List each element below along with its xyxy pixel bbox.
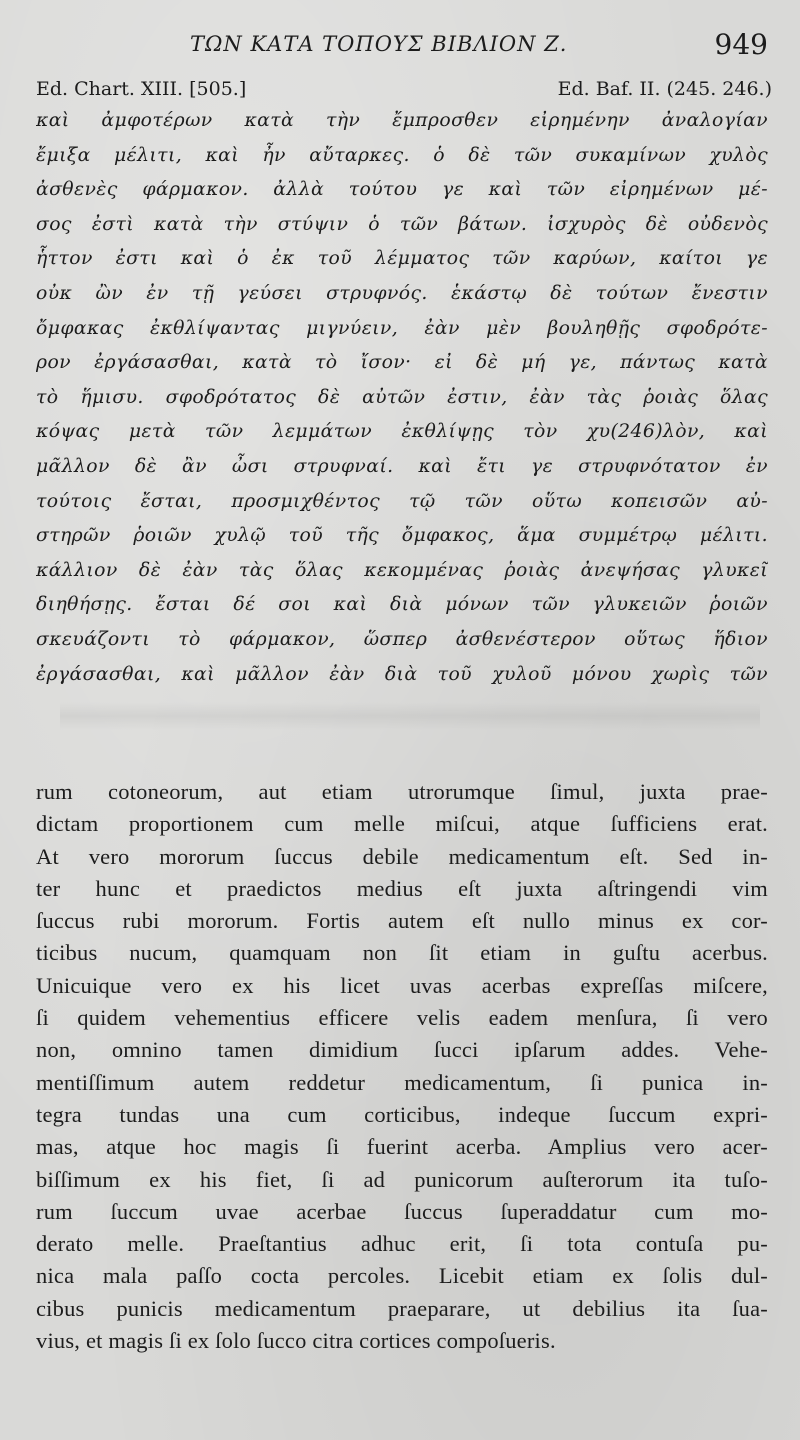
latin-line: rum cotoneorum, aut etiam utrorumque ſimul, juxta prae- [36,779,768,804]
greek-line: σκευάζοντι τὸ φάρμακον, ὥσπερ ἀσθενέστερον οὕτως ἥδιον [36,628,768,650]
greek-text-block [36,104,768,692]
greek-line: ὄμφακας ἐκθλίψαντας μιγνύειν, ἐὰν μὲν βουληθῇς σφοδρότε- [36,317,768,339]
greek-line: ἔμιξα μέλιτι, καὶ ἦν αὔταρκες. ὁ δὲ τῶν συκαμίνων χυλὸς [36,144,768,166]
greek-line: τούτοις ἔσται, προσμιχθέντος τῷ τῶν οὕτω κοπεισῶν αὐ- [36,490,768,512]
greek-line: ἐργάσασθαι, καὶ μᾶλλον ἐὰν διὰ τοῦ χυλοῦ μόνου χωρὶς τῶν [36,663,768,685]
latin-line: ter hunc et praedictos medius eſt juxta aſtringendi vim [36,875,768,901]
latin-line: biſſimum ex his fiet, ſi ad punicorum auſterorum ita tuſo- [36,1166,768,1192]
greek-line: διηθήσῃς. ἔσται δέ σοι καὶ διὰ μόνων τῶν γλυκειῶν ῥοιῶν [36,594,768,616]
running-head [0,28,800,64]
latin-line: ſi quidem vehementius efficere velis eadem menſura, ſi vero [36,1005,768,1031]
latin-line: nica mala paſſo cocta percoles. Licebit etiam ex ſolis dul- [36,1263,768,1289]
edition-basel-reference: Ed. Baf. II. (245. 246.) [557,78,772,100]
latin-line: tegra tundas una cum corticibus, indeque ſuccum expri- [36,1101,768,1127]
latin-text-block [36,776,768,1357]
latin-line: dictam proportionem cum melle miſcui, atque ſufficiens erat. [36,811,768,837]
edition-chartier-reference: Ed. Chart. XIII. [505.] [36,78,247,100]
latin-line: cibus punicis medicamentum praeparare, ut debilius ita ſua- [36,1295,768,1321]
greek-line: καὶ ἀμφοτέρων κατὰ τὴν ἔμπροσθεν εἰρημένην ἀναλογίαν [36,110,768,131]
latin-line: Unicuique vero ex his licet uvas acerbas expreſſas miſcere, [36,972,768,998]
greek-line: ἀσθενὲς φάρμακον. ἀλλὰ τούτου γε καὶ τῶν εἰρημένων μέ- [36,179,768,201]
greek-line: στηρῶν ῥοιῶν χυλῷ τοῦ τῆς ὄμφακος, ἅμα συμμέτρῳ μέλιτι. [36,525,768,547]
greek-line: ρον ἐργάσασθαι, κατὰ τὸ ἴσον· εἰ δὲ μή γε, πάντως κατὰ [36,352,768,374]
latin-line: At vero mororum ſuccus debile medicamentum eſt. Sed in- [36,843,768,869]
latin-line: mas, atque hoc magis ſi fuerint acerba. Amplius vero acer- [36,1134,768,1160]
latin-line: mentiſſimum autem reddetur medicamentum, ſi punica in- [36,1069,768,1095]
greek-line: ἧττον ἐστι καὶ ὁ ἐκ τοῦ λέμματος τῶν καρύων, καίτοι γε [36,248,768,270]
greek-line: κάλλιον δὲ ἐὰν τὰς ὅλας κεκομμένας ῥοιὰς ἀνεψήσας γλυκεῖ [36,559,768,581]
greek-line: σος ἐστὶ κατὰ τὴν στύψιν ὁ τῶν βάτων. ἰσχυρὸς δὲ οὐδενὸς [36,213,768,235]
latin-line: ſuccus rubi mororum. Fortis autem eſt nullo minus ex cor- [36,908,768,934]
greek-line: οὐκ ὢν ἐν τῇ γεύσει στρυφνός. ἑκάστῳ δὲ τούτων ἔνεστιν [36,282,768,304]
show-through-shadow [60,702,760,730]
greek-line: τὸ ἥμισυ. σφοδρότατος δὲ αὐτῶν ἐστιν, ἐὰν τὰς ῥοιὰς ὅλας [36,386,768,408]
greek-line: κόψας μετὰ τῶν λεμμάτων ἐκθλίψῃς τὸν χυ(246)λὸν, καὶ [36,421,768,443]
edition-reference-line [36,78,772,104]
latin-line: rum ſuccum uvae acerbae ſuccus ſuperaddatur cum mo- [36,1198,768,1224]
latin-line: vius, et magis ſi ex ſolo ſucco citra cortices compoſueris. [36,1328,556,1354]
latin-line: derato melle. Praeſtantius adhuc erit, ſi tota contuſa pu- [36,1231,768,1257]
latin-line: non, omnino tamen dimidium ſucci ipſarum addes. Vehe- [36,1037,768,1063]
latin-line: ticibus nucum, quamquam non ſit etiam in guſtu acerbus. [36,940,768,966]
greek-line: μᾶλλον δὲ ἂν ὦσι στρυφναί. καὶ ἔτι γε στρυφνότατον ἐν [36,455,768,477]
running-title: ΤΩΝ ΚΑΤΑ ΤΟΠΟΥΣ ΒΙΒΛΙΟΝ Ζ. [190,32,568,56]
page-number: 949 [714,28,768,61]
